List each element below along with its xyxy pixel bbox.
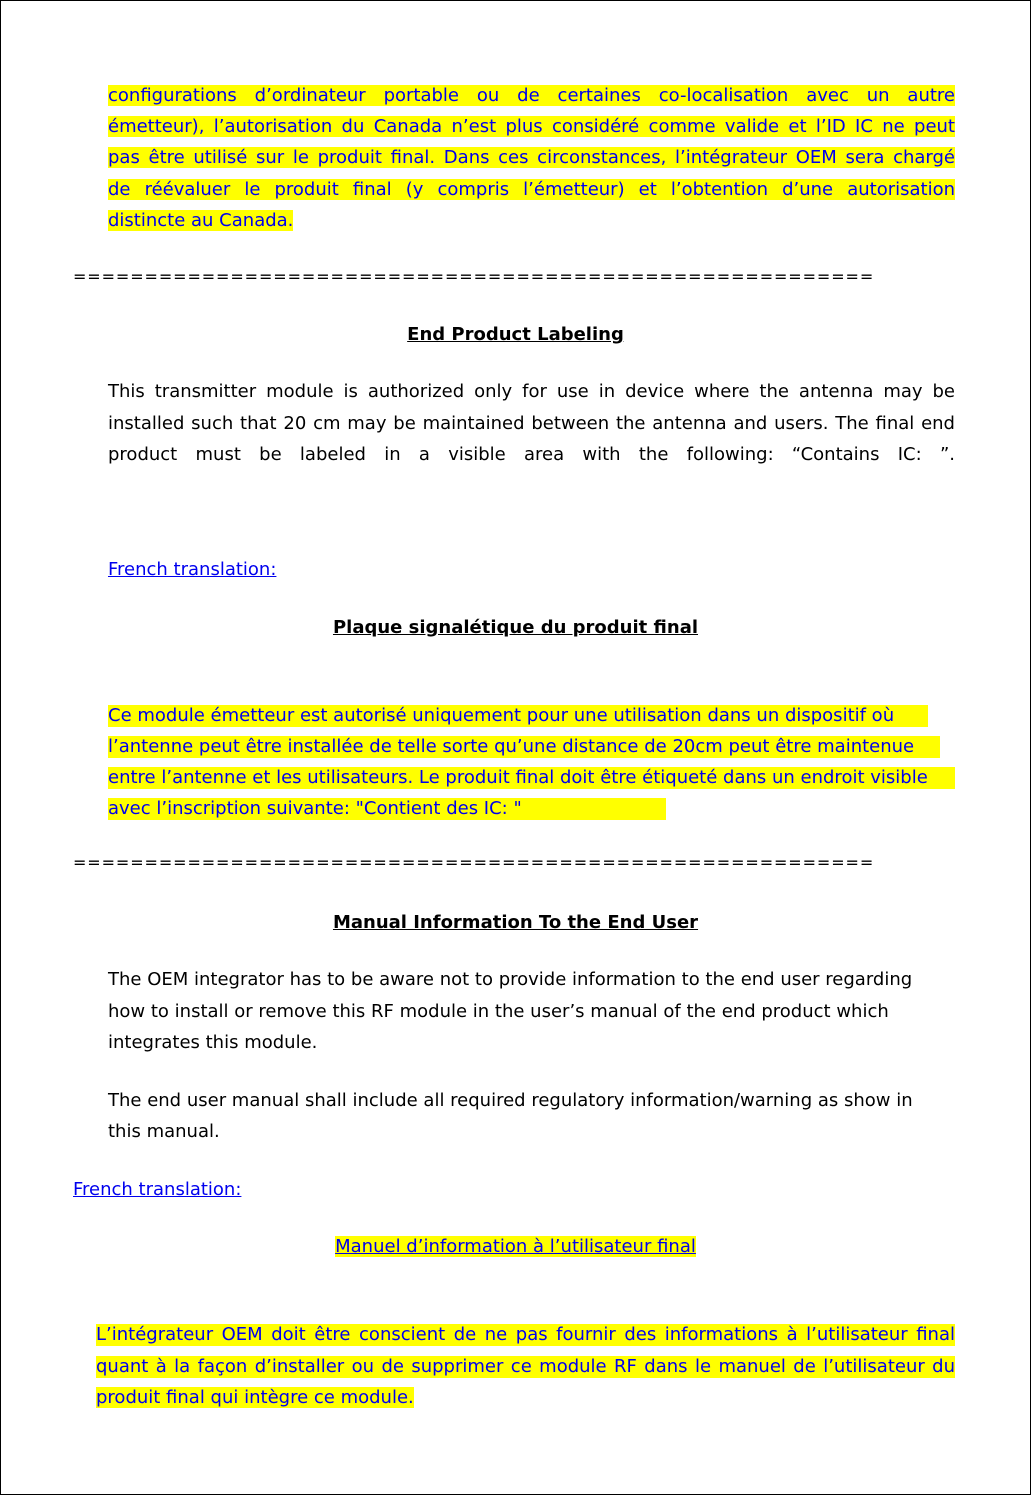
manual-en-line-1: The OEM integrator has to be aware not to provide information to the end user regarding (108, 969, 913, 990)
labeling-en-line-1: This transmitter module is authorized only for use in device where the antenna may be (108, 381, 955, 402)
manual-fr-line-1: L’intégrateur OEM doit être conscient de ne pas fournir des informations à l’utilisateur final (96, 1324, 955, 1345)
heading-plaque-signaletique: Plaque signalétique du produit final (332, 617, 699, 638)
top-paragraph-line-1: configurations d’ordinateur portable ou de certaines co-localisation avec un autre (108, 85, 955, 106)
manual-en-line-4: The end user manual shall include all required regulatory information/warning as show in (108, 1090, 913, 1111)
top-paragraph-line-4: de réévaluer le produit final (y compris l’émetteur) et l’obtention d’une autorisation (108, 179, 955, 200)
french-translation-link-2[interactable]: French translation: (73, 1179, 242, 1200)
heading-manuel-information: Manuel d’information à l’utilisateur final (335, 1236, 696, 1257)
french-translation-link-1[interactable]: French translation: (108, 559, 277, 580)
separator-1: ======================================================== (73, 267, 875, 286)
top-paragraph-line-5: distincte au Canada. (108, 210, 294, 231)
labeling-fr-line-1: Ce module émetteur est autorisé uniquement pour une utilisation dans un dispositif où (108, 705, 928, 727)
manual-fr-line-3: produit final qui intègre ce module. (96, 1387, 414, 1408)
labeling-en-line-2: installed such that 20 cm may be maintained between the antenna and users. The final end (108, 413, 955, 434)
heading-manual-information: Manual Information To the End User (332, 912, 699, 933)
labeling-fr-line-2: l’antenne peut être installée de telle sorte qu’une distance de 20cm peut être maintenue (108, 736, 940, 758)
labeling-en-line-3: product must be labeled in a visible area with the following: “Contains IC: ”. (108, 444, 955, 465)
manual-en-line-3: integrates this module. (108, 1032, 318, 1053)
labeling-fr-line-3: entre l’antenne et les utilisateurs. Le produit final doit être étiqueté dans un endroit visible (108, 767, 955, 789)
top-paragraph-line-3: pas être utilisé sur le produit final. Dans ces circonstances, l’intégrateur OEM sera chargé (108, 147, 955, 168)
manual-en-line-2: how to install or remove this RF module in the user’s manual of the end product which (108, 1001, 889, 1022)
manual-en-line-5: this manual. (108, 1121, 220, 1142)
heading-end-product-labeling: End Product Labeling (407, 324, 624, 345)
labeling-fr-line-4: avec l’inscription suivante: "Contient des IC: " (108, 798, 666, 820)
top-paragraph-line-2: émetteur), l’autorisation du Canada n’est plus considéré comme valide et l’ID IC ne peut (108, 116, 955, 137)
manual-fr-line-2: quant à la façon d’installer ou de supprimer ce module RF dans le manuel de l’utilisateur du (96, 1356, 955, 1377)
separator-2: ======================================================== (73, 853, 875, 872)
